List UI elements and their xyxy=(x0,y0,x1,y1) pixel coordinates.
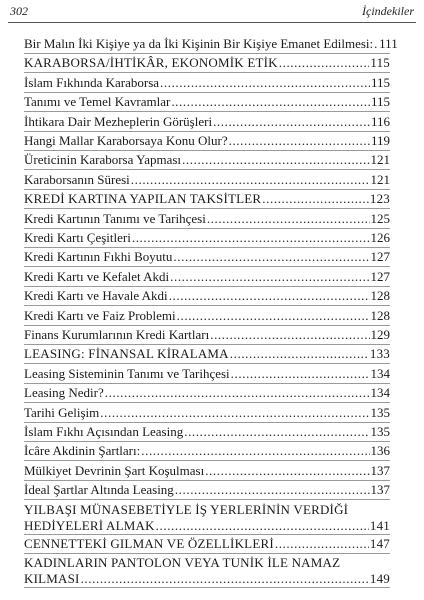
toc-entry[interactable] xyxy=(24,405,390,421)
dot-leader xyxy=(175,482,370,498)
dot-leader xyxy=(105,385,370,401)
toc-entry-page: 136 xyxy=(370,443,390,459)
dot-leader xyxy=(275,536,369,552)
toc-entry[interactable] xyxy=(24,114,390,130)
toc-entry[interactable] xyxy=(24,502,390,534)
toc-entry-title: Tanımı ve Temel Kavramlar xyxy=(24,94,171,110)
dot-leader xyxy=(229,133,370,149)
toc-entry-title: Leasing Nedir? xyxy=(24,385,104,401)
toc-entry-title-line1: YILBAŞI MÜNASEBETİYLE İŞ YERLERİNİN VERDİĞİ xyxy=(24,501,349,517)
toc-entry-page: 121 xyxy=(370,152,390,168)
toc-entry-page: 121 xyxy=(370,171,390,187)
dot-leader xyxy=(156,518,369,534)
toc-entry-page: 134 xyxy=(370,385,390,401)
dot-leader xyxy=(131,172,370,188)
toc-entry[interactable] xyxy=(24,172,390,188)
toc-entry-title: İslam Fıkhı Açısından Leasing xyxy=(24,424,184,439)
toc-entry-title: Karaborsanın Süresi xyxy=(24,171,130,187)
toc-entry-page: 127 xyxy=(370,249,390,265)
toc-entry[interactable] xyxy=(24,191,390,207)
dot-leader xyxy=(132,230,370,246)
toc-entry-title: CENNETTEKİ GILMAN VE ÖZELLİKLERİ xyxy=(24,536,274,551)
dot-leader xyxy=(184,424,369,440)
dot-leader xyxy=(207,211,370,227)
dot-leader xyxy=(279,55,370,71)
entry-rule xyxy=(24,228,390,229)
toc-entry[interactable] xyxy=(24,288,390,304)
toc-entry-title: Kredi Kartı Çeşitleri xyxy=(24,230,131,245)
toc-entry-page: 128 xyxy=(370,307,390,323)
toc-entry[interactable] xyxy=(24,211,390,227)
toc-entry-title: Kredi Kartı ve Kefalet Akdi xyxy=(24,268,170,284)
toc-entry-title: Üreticinin Karaborsa Yapması xyxy=(24,152,182,168)
toc-entry-title: Leasing Sisteminin Tanımı ve Tarihçesi xyxy=(24,365,230,381)
toc-entry[interactable] xyxy=(24,230,390,246)
running-head xyxy=(10,0,414,22)
toc-entry-title: İhtikara Dair Mezheplerin Görüşleri xyxy=(24,113,213,129)
entry-rule xyxy=(24,344,390,345)
toc-entry-page: 141 xyxy=(369,517,390,533)
entry-rule xyxy=(24,587,390,588)
entry-rule xyxy=(24,460,390,461)
entry-rule xyxy=(24,305,390,306)
toc-entry[interactable] xyxy=(24,36,398,52)
toc-entry-page: 123 xyxy=(369,191,390,207)
dot-leader xyxy=(100,405,369,421)
entry-rule xyxy=(24,499,390,500)
toc-entry-title: Kredi Kartı ve Faiz Problemi xyxy=(24,307,176,323)
entry-rule xyxy=(24,169,390,170)
toc-entry-title: HEDİYELERİ ALMAK xyxy=(24,517,155,533)
toc-entry-title: İdeal Şartlar Altında Leasing xyxy=(24,482,174,498)
toc-entry[interactable] xyxy=(24,133,390,149)
toc-entry[interactable] xyxy=(24,443,390,459)
toc-entry-title: Tarihi Gelişim xyxy=(24,404,100,420)
dot-leader xyxy=(177,308,370,324)
toc-entry[interactable] xyxy=(24,327,390,343)
toc-entry[interactable] xyxy=(24,385,390,401)
toc-entry-title: İcâre Akdinin Şartları: xyxy=(24,443,141,459)
toc-entry-title: İslam Fıkhında Karaborsa xyxy=(24,74,160,90)
toc-entry[interactable] xyxy=(24,55,390,71)
dot-leader xyxy=(230,346,369,362)
toc-entry-title: Finans Kurumlarının Kredi Kartları xyxy=(24,327,210,342)
entry-rule xyxy=(24,534,390,535)
toc-entry[interactable] xyxy=(24,152,390,168)
entry-rule xyxy=(24,363,390,364)
dot-leader xyxy=(141,443,369,459)
toc-entry-title: KREDİ KARTINA YAPILAN TAKSİTLER xyxy=(24,191,262,207)
entry-rule xyxy=(24,422,390,423)
toc-entry-title: Bir Malın İki Kişiye ya da İki Kişinin Bir Kişiye Emanet Edilmesi: xyxy=(24,36,374,51)
toc-entry-page: 137 xyxy=(370,462,390,478)
entry-rule xyxy=(24,325,390,326)
toc-entry-page: 137 xyxy=(370,482,390,498)
toc-entry-page: 115 xyxy=(370,74,390,90)
dot-leader xyxy=(169,288,370,304)
dot-leader xyxy=(171,94,370,110)
dot-leader xyxy=(213,114,370,130)
entry-rule xyxy=(24,72,390,73)
toc-entry-page: 115 xyxy=(370,55,390,71)
entry-rule xyxy=(24,266,390,267)
entry-rule xyxy=(24,402,390,403)
toc-entry-title-line1: KADINLARIN PANTOLON VEYA TUNİK İLE NAMAZ xyxy=(24,555,341,571)
toc-entry[interactable] xyxy=(24,366,390,382)
entry-rule xyxy=(24,441,390,442)
section-title: İçindekiler xyxy=(362,4,414,18)
entry-rule xyxy=(24,208,390,209)
toc-entry[interactable] xyxy=(24,346,390,362)
toc-entry-page: 111 xyxy=(379,36,398,51)
toc-entry-page: 133 xyxy=(369,346,390,362)
toc-entry-page: 135 xyxy=(370,404,390,420)
toc-entry[interactable] xyxy=(24,463,390,479)
entry-rule xyxy=(24,286,390,287)
dot-leader xyxy=(170,269,369,285)
toc-entry-page: 119 xyxy=(370,133,390,148)
toc-entry[interactable] xyxy=(24,536,390,552)
toc-entry[interactable] xyxy=(24,249,390,265)
entry-rule xyxy=(24,111,390,112)
toc-entry-title: Hangi Mallar Karaborsaya Konu Olur? xyxy=(24,133,228,148)
header-rule xyxy=(8,22,416,23)
dot-leader xyxy=(173,249,369,265)
toc-entry-title: Kredi Kartının Fıkhi Boyutu xyxy=(24,249,173,265)
toc-entry-title: KARABORSA/İHTİKÂR, EKONOMİK ETİK xyxy=(24,55,278,71)
toc-entry[interactable] xyxy=(24,424,390,440)
dot-leader xyxy=(81,571,369,587)
toc-entry-page: 125 xyxy=(370,210,390,226)
entry-rule xyxy=(24,383,390,384)
toc-entry[interactable] xyxy=(24,308,390,324)
entry-rule xyxy=(24,53,390,54)
toc-entry-page: 127 xyxy=(370,268,390,284)
page-number: 302 xyxy=(10,4,28,18)
toc-entry-title: LEASING: FİNANSAL KİRALAMA xyxy=(24,346,229,362)
toc-entry-page: 116 xyxy=(370,113,390,129)
entry-rule xyxy=(24,247,390,248)
entry-rule xyxy=(24,553,390,554)
dot-leader xyxy=(205,463,369,479)
toc-entry[interactable] xyxy=(24,75,390,91)
dot-leader xyxy=(210,327,369,343)
dot-leader xyxy=(374,36,378,52)
entry-rule xyxy=(24,131,390,132)
toc-entry[interactable] xyxy=(24,482,390,498)
toc-entry[interactable] xyxy=(24,269,390,285)
entry-rule xyxy=(24,480,390,481)
toc-entry-title: Mülkiyet Devrinin Şart Koşulması xyxy=(24,462,205,478)
toc-entry-page: 135 xyxy=(370,424,390,439)
toc-entry-page: 115 xyxy=(370,94,390,110)
toc-entry-title: KILMASI xyxy=(24,571,80,587)
dot-leader xyxy=(160,75,370,91)
entry-rule xyxy=(24,92,390,93)
dot-leader xyxy=(231,366,370,382)
entry-rule xyxy=(24,189,390,190)
toc-entry-page: 128 xyxy=(370,288,390,304)
toc-entry[interactable] xyxy=(24,94,390,110)
toc-entry[interactable] xyxy=(24,555,390,587)
toc-entry-title: Kredi Kartının Tanımı ve Tarihçesi xyxy=(24,210,206,226)
toc-entry-page: 126 xyxy=(370,230,390,245)
toc-entry-page: 149 xyxy=(369,571,390,587)
toc-entry-title: Kredi Kartı ve Havale Akdi xyxy=(24,288,168,304)
dot-leader xyxy=(262,191,369,207)
entry-rule xyxy=(24,150,390,151)
toc-entry-page: 134 xyxy=(370,365,390,381)
toc-entry-page: 129 xyxy=(370,327,390,342)
dot-leader xyxy=(182,152,369,168)
toc-entry-page: 147 xyxy=(369,536,390,551)
